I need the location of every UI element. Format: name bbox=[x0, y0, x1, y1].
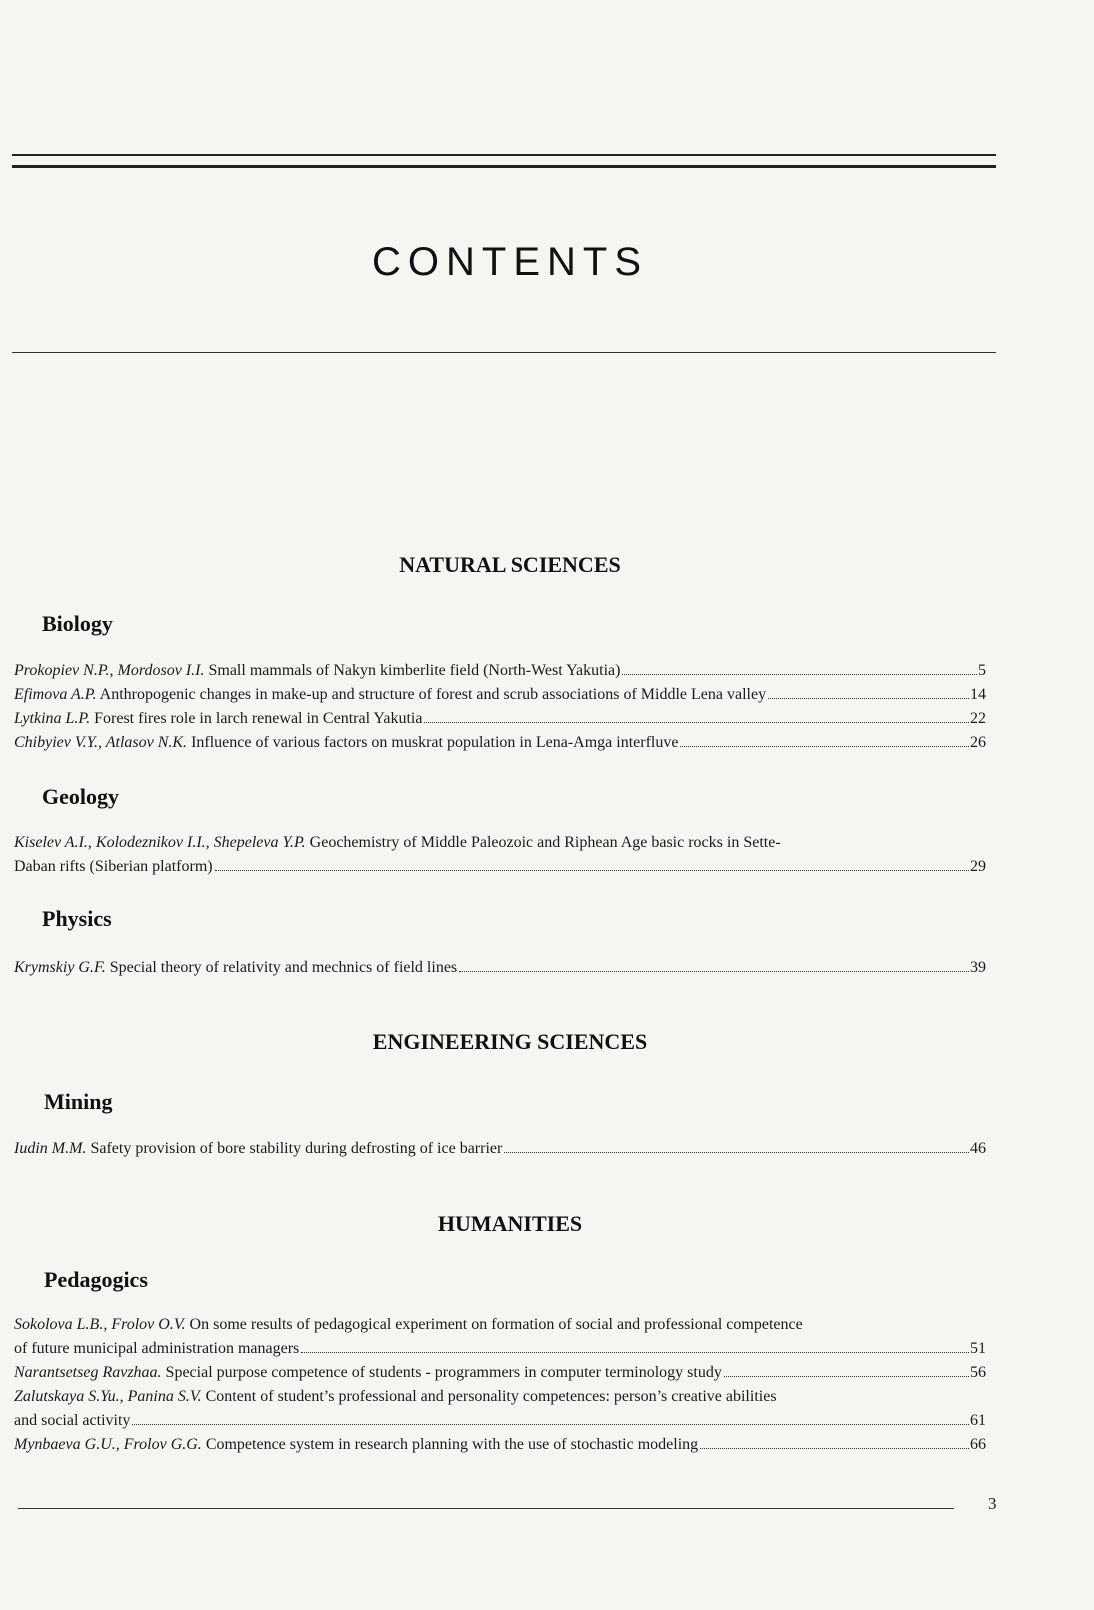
entry-authors: Iudin M.M. bbox=[14, 1140, 87, 1157]
entry-page-number: 14 bbox=[970, 686, 986, 703]
subsection-heading-geology: Geology bbox=[42, 784, 119, 809]
subsection-heading-mining: Mining bbox=[44, 1089, 113, 1114]
toc-entry[interactable] bbox=[14, 831, 986, 879]
entry-title: Influence of various factors on muskrat population in Lena-Amga interfluve bbox=[187, 734, 679, 751]
entry-authors: Kiselev A.I., Kolodeznikov I.I., Shepeleva Y.P. bbox=[14, 834, 306, 851]
entry-title-continued: and social activity bbox=[14, 1412, 131, 1429]
toc-entry[interactable] bbox=[14, 1385, 986, 1433]
entry-authors: Lytkina L.P. bbox=[14, 710, 91, 727]
entry-page-number: 26 bbox=[970, 734, 986, 751]
entry-page-number: 56 bbox=[970, 1364, 986, 1381]
dot-leader bbox=[424, 722, 969, 723]
entry-title: Special theory of relativity and mechnics of field lines bbox=[105, 959, 458, 976]
entry-authors: Efimova A.P. bbox=[14, 686, 97, 703]
entry-authors: Chibyiev V.Y., Atlasov N.K. bbox=[14, 734, 188, 751]
entry-page-number: 39 bbox=[970, 959, 986, 976]
entry-title-continued: Daban rifts (Siberian platform) bbox=[14, 858, 213, 875]
entry-authors: Prokopiev N.P., Mordosov I.I. bbox=[14, 662, 205, 679]
entry-page-number: 22 bbox=[970, 710, 986, 727]
subsection-heading-pedagogics: Pedagogics bbox=[44, 1267, 148, 1292]
toc-entry[interactable] bbox=[14, 659, 986, 683]
dot-leader bbox=[459, 971, 969, 972]
toc-entry[interactable] bbox=[14, 1313, 986, 1361]
top-double-rule bbox=[12, 154, 996, 168]
entry-page-number: 51 bbox=[970, 1340, 986, 1357]
entry-authors: Krymskiy G.F. bbox=[14, 959, 106, 976]
toc-entry[interactable] bbox=[14, 707, 986, 731]
dot-leader bbox=[768, 698, 969, 699]
entry-title: Safety provision of bore stability during defrosting of ice barrier bbox=[86, 1140, 503, 1157]
section-heading-humanities: HUMANITIES bbox=[437, 1211, 583, 1236]
subsection-heading-physics: Physics bbox=[42, 906, 112, 931]
dot-leader bbox=[132, 1424, 969, 1425]
toc-entry[interactable] bbox=[14, 1137, 986, 1161]
dot-leader bbox=[622, 674, 977, 675]
dot-leader bbox=[724, 1376, 969, 1377]
toc-entry[interactable] bbox=[14, 683, 986, 707]
page-title: CONTENTS bbox=[372, 240, 648, 284]
dot-leader bbox=[504, 1152, 969, 1153]
entry-title-continued: of future municipal administration managers bbox=[14, 1340, 300, 1357]
entry-page-number: 61 bbox=[970, 1412, 986, 1429]
entry-page-number: 46 bbox=[970, 1140, 986, 1157]
entry-title: Forest fires role in larch renewal in Central Yakutia bbox=[90, 710, 423, 727]
toc-entry[interactable] bbox=[14, 956, 986, 980]
entry-authors: Zalutskaya S.Yu., Panina S.V. bbox=[14, 1388, 202, 1405]
entry-title: On some results of pedagogical experiment on formation of social and professional competence bbox=[185, 1316, 803, 1333]
title-rule bbox=[12, 352, 996, 353]
dot-leader bbox=[680, 746, 969, 747]
entry-title: Anthropogenic changes in make-up and structure of forest and scrub associations of Middle Lena valley bbox=[96, 686, 767, 703]
section-heading-engineering-sciences: ENGINEERING SCIENCES bbox=[372, 1029, 648, 1054]
entry-title: Geochemistry of Middle Paleozoic and Riphean Age basic rocks in Sette- bbox=[305, 834, 781, 851]
toc-entry[interactable] bbox=[14, 1433, 986, 1457]
toc-entry[interactable] bbox=[14, 731, 986, 755]
dot-leader bbox=[301, 1352, 969, 1353]
entry-page-number: 66 bbox=[970, 1436, 986, 1453]
page-number: 3 bbox=[988, 1494, 997, 1513]
entry-page-number: 5 bbox=[978, 662, 986, 679]
entry-page-number: 29 bbox=[970, 858, 986, 875]
dot-leader bbox=[700, 1448, 969, 1449]
entry-authors: Sokolova L.B., Frolov O.V. bbox=[14, 1316, 186, 1333]
section-heading-natural-sciences: NATURAL SCIENCES bbox=[399, 552, 621, 577]
toc-entry[interactable] bbox=[14, 1361, 986, 1385]
entry-authors: Mynbaeva G.U., Frolov G.G. bbox=[14, 1436, 202, 1453]
subsection-heading-biology: Biology bbox=[42, 611, 113, 636]
entry-title: Competence system in research planning with the use of stochastic modeling bbox=[201, 1436, 699, 1453]
entry-title: Special purpose competence of students - programmers in computer terminology study bbox=[161, 1364, 722, 1381]
entry-authors: Narantsetseg Ravzhaa. bbox=[14, 1364, 162, 1381]
entry-title: Content of student’s professional and personality competences: person’s creative abilities bbox=[201, 1388, 777, 1405]
footer-rule bbox=[18, 1508, 954, 1509]
dot-leader bbox=[215, 870, 969, 871]
entry-title: Small mammals of Nakyn kimberlite field (North-West Yakutia) bbox=[204, 662, 621, 679]
